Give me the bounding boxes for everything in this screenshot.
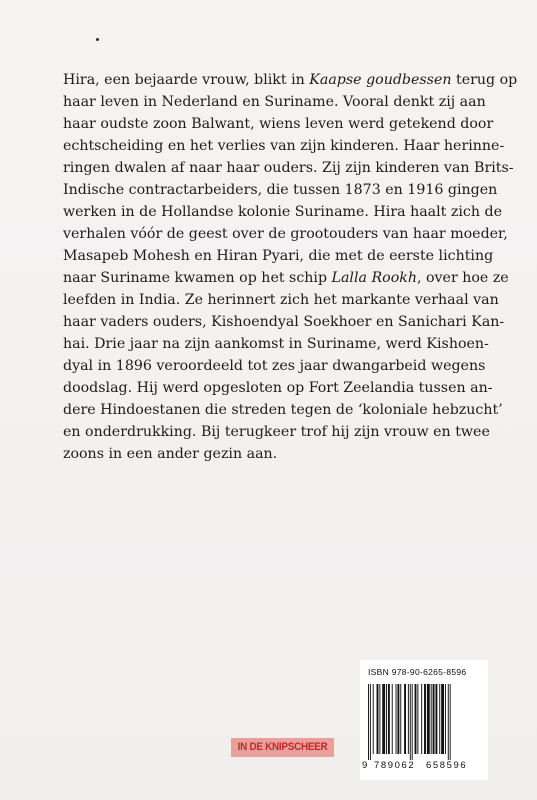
blurb-line: verhalen vóór de geest over de grootouders van haar moeder, [63, 226, 508, 242]
print-speck [96, 38, 99, 41]
barcode-bar [433, 684, 435, 754]
barcode-bars [366, 684, 482, 760]
blurb-line: ringen dwalen af naar haar ouders. Zij zijn kinderen van Brits- [63, 160, 514, 176]
blurb-line: Masapeb Mohesh en Hiran Pyari, die met de eerste lichting [63, 248, 494, 264]
isbn-label: ISBN 978-90-6265-8596 [368, 667, 467, 677]
barcode-bar [404, 684, 406, 754]
barcode-digits [362, 760, 467, 771]
blurb-line: dere Hindoestanen die streden tegen de ‘koloniale hebzucht’ [63, 402, 503, 418]
barcode-bar [421, 684, 422, 754]
blurb-line: Hira, een bejaarde vrouw, blikt in Kaapse goudbessen terug op [63, 72, 518, 88]
publisher-logo-text: IN DE KNIPSCHEER [237, 741, 328, 753]
blurb-line: haar leven in Nederland en Suriname. Vooral denkt zij aan [63, 94, 486, 110]
barcode-bar [396, 684, 397, 754]
blurb-line: Indische contractarbeiders, die tussen 1873 en 1916 gingen [63, 182, 498, 198]
barcode-bar [368, 684, 369, 760]
publisher-logo [231, 738, 334, 757]
barcode-bar [373, 684, 374, 754]
barcode-bar [370, 684, 371, 760]
barcode-bar [441, 684, 444, 754]
barcode-bar [431, 684, 432, 754]
blurb-line: hai. Drie jaar na zijn aankomst in Suriname, werd Kishoen- [63, 336, 489, 352]
blurb-line: haar vaders ouders, Kishoendyal Soekhoer en Sanichari Kan- [63, 314, 505, 330]
barcode-bar [412, 684, 413, 760]
barcode-bar [400, 684, 401, 754]
barcode-bar [379, 684, 380, 754]
blurb-line: zoons in een ander gezin aan. [63, 446, 278, 462]
barcode-bar [415, 684, 417, 754]
barcode-bar [386, 684, 387, 754]
ship-name: Lalla Rookh [331, 270, 417, 286]
barcode-digit-lead: 9 [362, 760, 368, 771]
barcode-bar [435, 684, 437, 754]
barcode-bar [424, 684, 426, 754]
barcode-bar [410, 684, 411, 760]
barcode-digit-left: 789062 [374, 760, 416, 771]
barcode-bar [388, 684, 390, 754]
barcode-bar [427, 684, 430, 754]
isbn-barcode [360, 660, 488, 780]
barcode-bar [448, 684, 449, 760]
barcode-bar [392, 684, 393, 754]
blurb-line: dyal in 1896 veroordeeld tot zes jaar dwangarbeid wegens [63, 358, 486, 374]
barcode-bar [450, 684, 451, 760]
blurb-line: en onderdrukking. Bij terugkeer trof hij zijn vrouw en twee [63, 424, 490, 440]
barcode-bar [408, 684, 409, 754]
blurb-line: echtscheiding en het verlies van zijn kinderen. Haar herinne- [63, 138, 505, 154]
barcode-bar [397, 684, 399, 754]
barcode-bar [445, 684, 446, 754]
blurb-line: naar Suriname kwamen op het schip Lalla Rookh, over hoe ze [63, 270, 509, 286]
blurb-line: leefden in India. Ze herinnert zich het markante verhaal van [63, 292, 499, 308]
barcode-bar [377, 684, 379, 754]
barcode-digit-right: 658596 [426, 760, 468, 771]
barcode-bar [439, 684, 440, 754]
book-title: Kaapse goudbessen [309, 72, 452, 88]
blurb-line: werken in de Hollandse kolonie Suriname. Hira haalt zich de [63, 204, 502, 220]
blurb-line: haar oudste zoon Balwant, wiens leven werd getekend door [63, 116, 494, 132]
blurb-text [63, 69, 518, 465]
barcode-bar [382, 684, 385, 754]
blurb-line: doodslag. Hij werd opgesloten op Fort Zeelandia tussen an- [63, 380, 493, 396]
barcode-bar [417, 684, 418, 754]
